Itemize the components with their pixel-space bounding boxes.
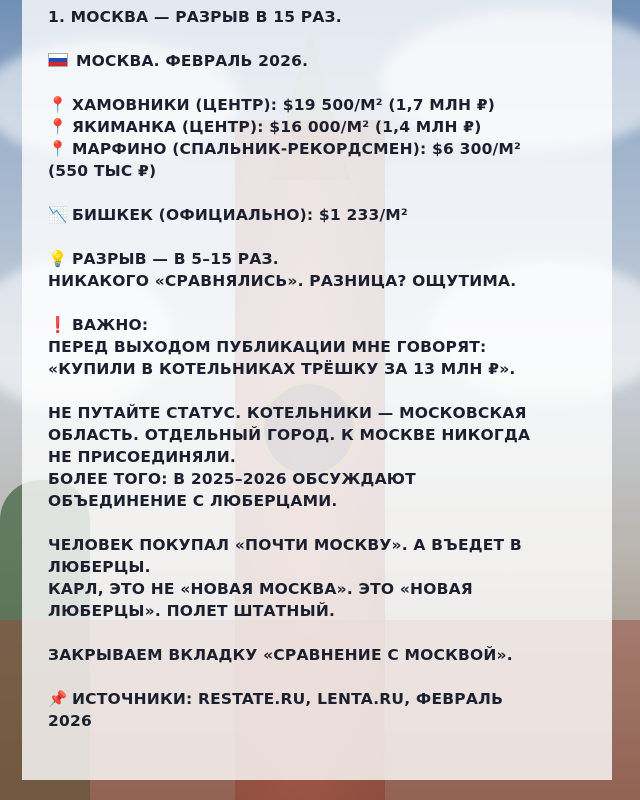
pin-icon: 📍 (48, 118, 68, 136)
important-line: ❗ ВАЖНО: (48, 316, 149, 334)
price-line-khamovniki: 📍 ХАМОВНИКИ (ЦЕНТР): $19 500/М² (1,7 МЛН ₽) (48, 96, 496, 114)
chart-down-icon: 📉 (48, 206, 68, 224)
sources-line-cont: 2026 (48, 712, 92, 730)
post-text (48, 6, 596, 732)
text-line: ОБЛАСТЬ. ОТДЕЛЬНЫЙ ГОРОД. К МОСКВЕ НИКОГДА (48, 426, 531, 444)
text-line: ОБЪЕДИНЕНИЕ С ЛЮБЕРЦАМИ. (48, 492, 338, 510)
gap-line-cont: НИКАКОГО «СРАВНЯЛИСЬ». РАЗНИЦА? ОЩУТИМА. (48, 272, 517, 290)
text-line: ЛЮБЕРЦЫ». ПОЛЕТ ШТАТНЫЙ. (48, 602, 336, 620)
text-line: «КУПИЛИ В КОТЕЛЬНИКАХ ТРЁШКУ ЗА 13 МЛН ₽». (48, 360, 516, 378)
text-line: КАРЛ, ЭТО НЕ «НОВАЯ МОСКВА». ЭТО «НОВАЯ (48, 580, 473, 598)
text-line: БОЛЕЕ ТОГО: В 2025–2026 ОБСУЖДАЮТ (48, 470, 416, 488)
pin-icon: 📍 (48, 140, 68, 158)
price-line-marfino: 📍 МАРФИНО (СПАЛЬНИК-РЕКОРДСМЕН): $6 300/М² (48, 140, 522, 158)
price-line-marfino-cont: (550 ТЫС ₽) (48, 162, 157, 180)
heading-line: 1. МОСКВА — РАЗРЫВ В 15 РАЗ. (48, 8, 342, 26)
pin-icon: 📍 (48, 96, 68, 114)
text-line: НЕ ПРИСОЕДИНЯЛИ. (48, 448, 237, 466)
gap-line: 💡 РАЗРЫВ — В 5–15 РАЗ. (48, 250, 279, 268)
pushpin-icon: 📌 (48, 690, 68, 708)
text-line: НЕ ПУТАЙТЕ СТАТУС. КОТЕЛЬНИКИ — МОСКОВСКАЯ (48, 404, 527, 422)
price-line-yakimanka: 📍 ЯКИМАНКА (ЦЕНТР): $16 000/М² (1,4 МЛН ₽) (48, 118, 482, 136)
exclamation-icon: ❗ (48, 316, 68, 334)
city-date-line: МОСКВА. ФЕВРАЛЬ 2026. (48, 50, 596, 72)
text-line: ПЕРЕД ВЫХОДОМ ПУБЛИКАЦИИ МНЕ ГОВОРЯТ: (48, 338, 487, 356)
lightbulb-icon: 💡 (48, 250, 68, 268)
text-line: ЗАКРЫВАЕМ ВКЛАДКУ «СРАВНЕНИЕ С МОСКВОЙ». (48, 646, 513, 664)
bishkek-line: 📉 БИШКЕК (ОФИЦИАЛЬНО): $1 233/М² (48, 206, 408, 224)
text-line: ЛЮБЕРЦЫ. (48, 558, 151, 576)
text-line: ЧЕЛОВЕК ПОКУПАЛ «ПОЧТИ МОСКВУ». А ВЪЕДЕТ В (48, 536, 522, 554)
sources-line: 📌 ИСТОЧНИКИ: RESTATE.RU, LENTA.RU, ФЕВРАЛЬ (48, 690, 504, 708)
russia-flag-icon (48, 53, 68, 67)
